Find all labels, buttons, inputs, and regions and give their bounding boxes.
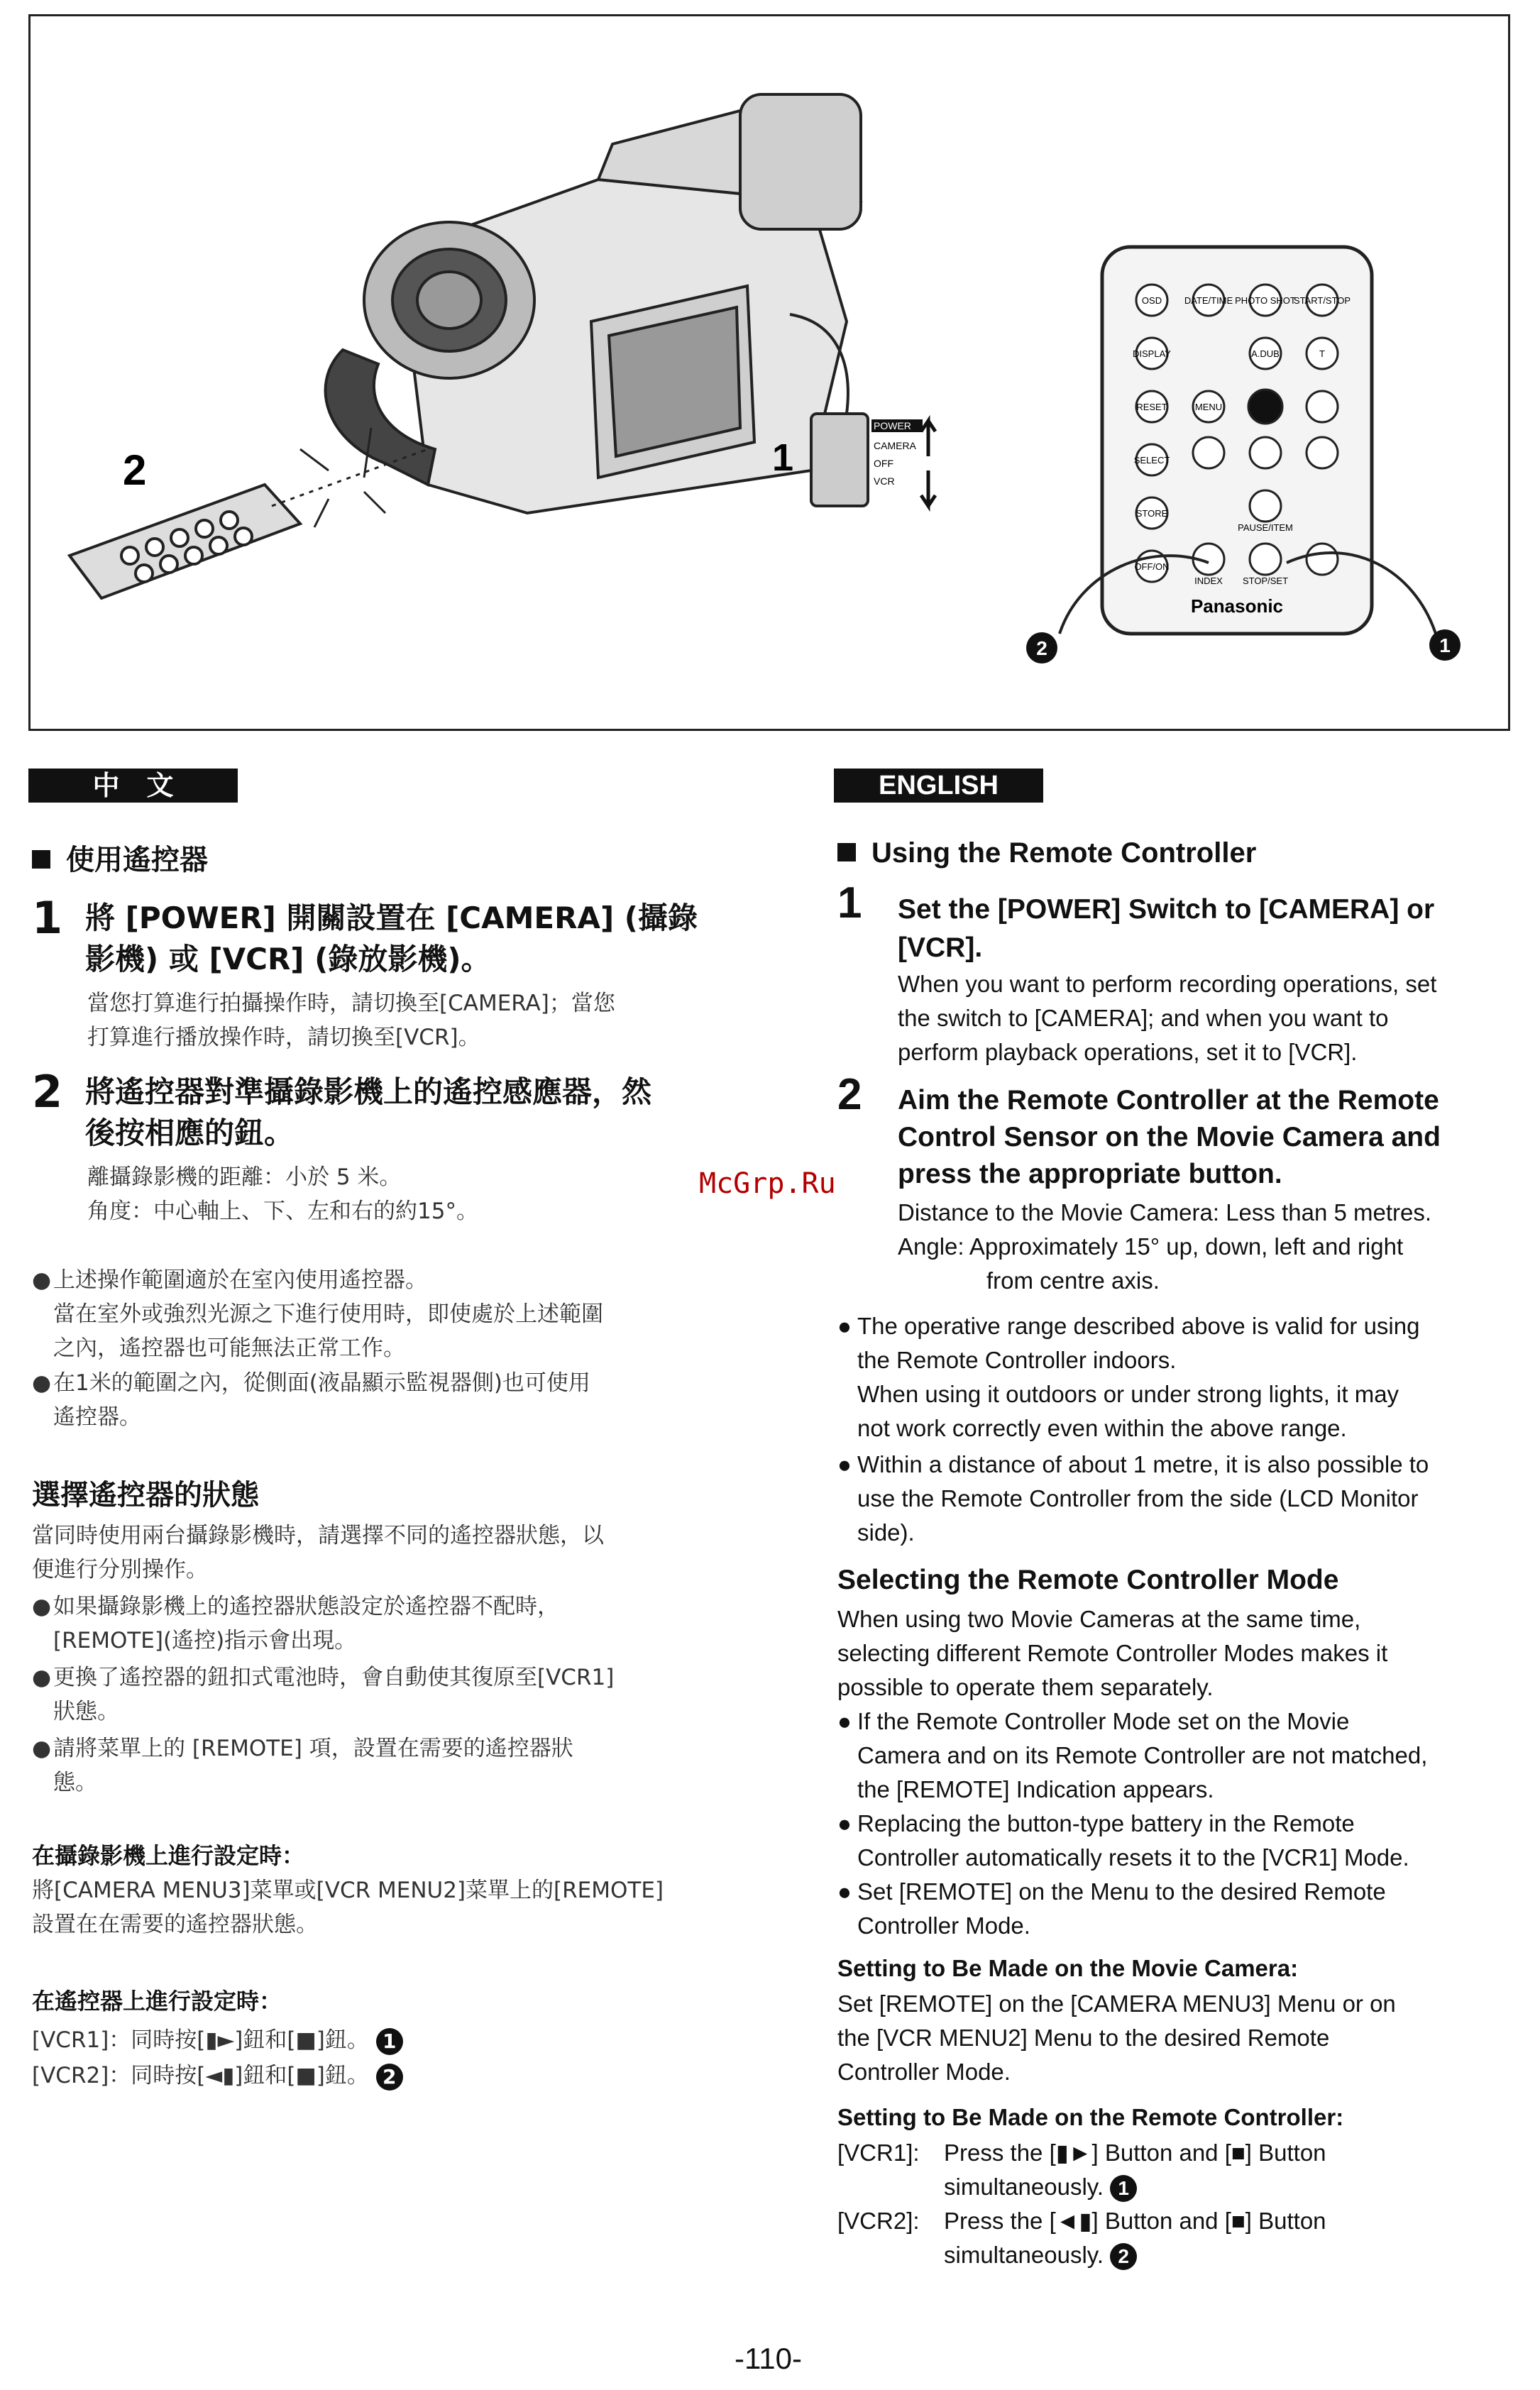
svg-text:PHOTO SHOT: PHOTO SHOT — [1235, 295, 1296, 306]
svg-text:1: 1 — [1439, 634, 1451, 656]
camera-remote-illustration — [31, 16, 1508, 729]
callout-2 — [1026, 632, 1057, 663]
zh-mode-title: 選擇遙控器的狀態 — [32, 1479, 259, 1511]
svg-text:START/STOP: START/STOP — [1293, 295, 1351, 306]
svg-text:VCR: VCR — [874, 475, 895, 487]
svg-text:DATE/TIME: DATE/TIME — [1184, 295, 1233, 306]
small-remote-drawing — [70, 485, 300, 598]
remote-controller-drawing — [1060, 247, 1436, 634]
callout-1-icon: 1 — [376, 2028, 403, 2055]
brand-logo: Panasonic — [1190, 595, 1284, 617]
svg-text:2: 2 — [1036, 637, 1047, 659]
zh-mode-bullet-2: ● 更換了遙控器的鈕扣式電池時，會自動使其復原至[VCR1] 狀態。 — [32, 1665, 615, 1724]
illustration-frame — [28, 14, 1510, 731]
svg-text:STOP/SET: STOP/SET — [1242, 576, 1289, 586]
zh-step-2: 2 將遙控器對準攝錄影機上的遙控感應器，然 後按相應的鈕。 離攝錄影機的距離：小於 5 米。 角度：中心軸上、下、左和右的約15°。 — [32, 1066, 652, 1224]
en-camera-setting-text: Set [REMOTE] on the [CAMERA MENU3] Menu or on the [VCR MENU2] Menu to the desired Remote Controller Mode. — [837, 1990, 1396, 2085]
zh-step-1: 1 將 [POWER] 開關設置在 [CAMERA] (攝錄 影機) 或 [VCR] (錄放影機)。 當您打算進行拍攝操作時，請切換至[CAMERA]；當您 打算進行播放操作時，請切換至[VCR]。 — [32, 892, 698, 1050]
zh-section-title: 使用遙控器 — [32, 837, 208, 878]
figure-label-2: 2 — [123, 446, 147, 494]
svg-text:PAUSE/ITEM: PAUSE/ITEM — [1238, 522, 1293, 533]
svg-text:A.DUB: A.DUB — [1251, 348, 1280, 359]
svg-text:MENU: MENU — [1194, 402, 1223, 412]
callout-2-icon: 2 — [376, 2064, 403, 2091]
en-camera-setting-title: Setting to Be Made on the Movie Camera: — [837, 1955, 1299, 1981]
chinese-label-bar: 中 文 — [28, 769, 238, 803]
zh-note-1: ● 上述操作範圍適於在室內使用遙控器。 當在室外或強烈光源之下進行使用時，即使處於上述範圍 之內，遙控器也可能無法正常工作。 — [32, 1267, 603, 1361]
en-remote-setting-text: [VCR1]: Press the [▮►] Button and [■] Button simultaneously. 1 [VCR2]: Press the [◄▮] Button and [■] Button simultaneously. 2 — [837, 2136, 1519, 2272]
svg-text:POWER: POWER — [874, 420, 911, 431]
callout-1-icon: 1 — [1110, 2175, 1137, 2202]
en-note-2: ● Within a distance of about 1 metre, it is also possible to use the Remote Controller from the side (LCD Monitor side). — [837, 1451, 1429, 1546]
zh-mode-bullet-3: ● 請將菜單上的 [REMOTE] 項，設置在需要的遙控器狀 態。 — [32, 1736, 573, 1795]
zh-camera-setting-title: 在攝錄影機上進行設定時： — [32, 1842, 305, 1869]
en-mode-bullet-2: ● Replacing the button-type battery in the Remote Controller automatically resets it to the [VCR1] Mode. — [837, 1810, 1409, 1871]
page-number: -110- — [735, 2342, 802, 2375]
en-step-2: 2 Aim the Remote Controller at the Remote Control Sensor on the Movie Camera and press the appropriate button. Distance to the Movie Camera: Less than 5 metres. Angle: Approximately 15° up, down, left and right from centre axis. — [837, 1070, 1441, 1294]
en-mode-bullet-1: ● If the Remote Controller Mode set on the Movie Camera and on its Remote Controller are not matched, the [REMOTE] Indication appears. — [837, 1708, 1428, 1802]
callout-1 — [1429, 629, 1461, 661]
svg-text:STORE: STORE — [1135, 508, 1168, 519]
power-switch-drawing — [811, 414, 935, 506]
svg-text:T: T — [1319, 348, 1325, 359]
svg-text:DISPLAY: DISPLAY — [1133, 348, 1171, 359]
zh-remote-setting-text: [VCR1]：同時按[▮►]鈕和[■]鈕。 1 [VCR2]：同時按[◄▮]鈕和[■]鈕。 2 — [32, 2022, 403, 2093]
en-section-title: Using the Remote Controller — [837, 837, 1256, 869]
svg-text:OSD: OSD — [1141, 295, 1162, 306]
en-step-1: 1 Set the [POWER] Switch to [CAMERA] or [VCR]. When you want to perform recording operations, set the switch to [CAMERA]; and when you want to perform playback operations, set it to [VCR]. — [837, 879, 1437, 1065]
en-note-1: ● The operative range described above is valid for using the Remote Controller indoors. When using it outdoors or under strong lights, it may not work correctly even within the above range. — [837, 1313, 1420, 1441]
svg-text:RESET: RESET — [1136, 402, 1167, 412]
svg-text:OFF/ON: OFF/ON — [1134, 561, 1170, 572]
en-remote-setting-title: Setting to Be Made on the Remote Controller: — [837, 2104, 1344, 2130]
zh-camera-setting-text: 將[CAMERA MENU3]菜單或[VCR MENU2]菜單上的[REMOTE] 設置在在需要的遙控器狀態。 — [32, 1878, 664, 1937]
zh-remote-setting-title: 在遙控器上進行設定時： — [32, 1988, 282, 2015]
en-mode-title: Selecting the Remote Controller Mode — [837, 1565, 1339, 1595]
svg-text:CAMERA: CAMERA — [874, 440, 916, 451]
zh-note-2: ● 在1米的範圍之內，從側面(液晶顯示監視器側)也可使用 遙控器。 — [32, 1370, 590, 1430]
english-label-bar: ENGLISH — [834, 769, 1043, 803]
en-mode-bullet-3: ● Set [REMOTE] on the Menu to the desired Remote Controller Mode. — [837, 1878, 1386, 1939]
callout-2-icon: 2 — [1110, 2243, 1137, 2270]
watermark: McGrp.Ru — [699, 1167, 836, 1200]
svg-text:SELECT: SELECT — [1133, 455, 1170, 466]
svg-text:OFF: OFF — [874, 458, 893, 469]
en-mode-intro: When using two Movie Cameras at the same time, selecting different Remote Controller Modes makes it possible to operate them separately. — [837, 1606, 1388, 1700]
svg-text:INDEX: INDEX — [1194, 576, 1223, 586]
zh-mode-intro: 當同時使用兩台攝錄影機時，請選擇不同的遙控器狀態，以 便進行分別操作。 — [32, 1523, 604, 1582]
zh-mode-bullet-1: ● 如果攝錄影機上的遙控器狀態設定於遙控器不配時， [REMOTE](遙控)指示會出現。 — [32, 1594, 559, 1653]
figure-label-1: 1 — [772, 436, 794, 479]
